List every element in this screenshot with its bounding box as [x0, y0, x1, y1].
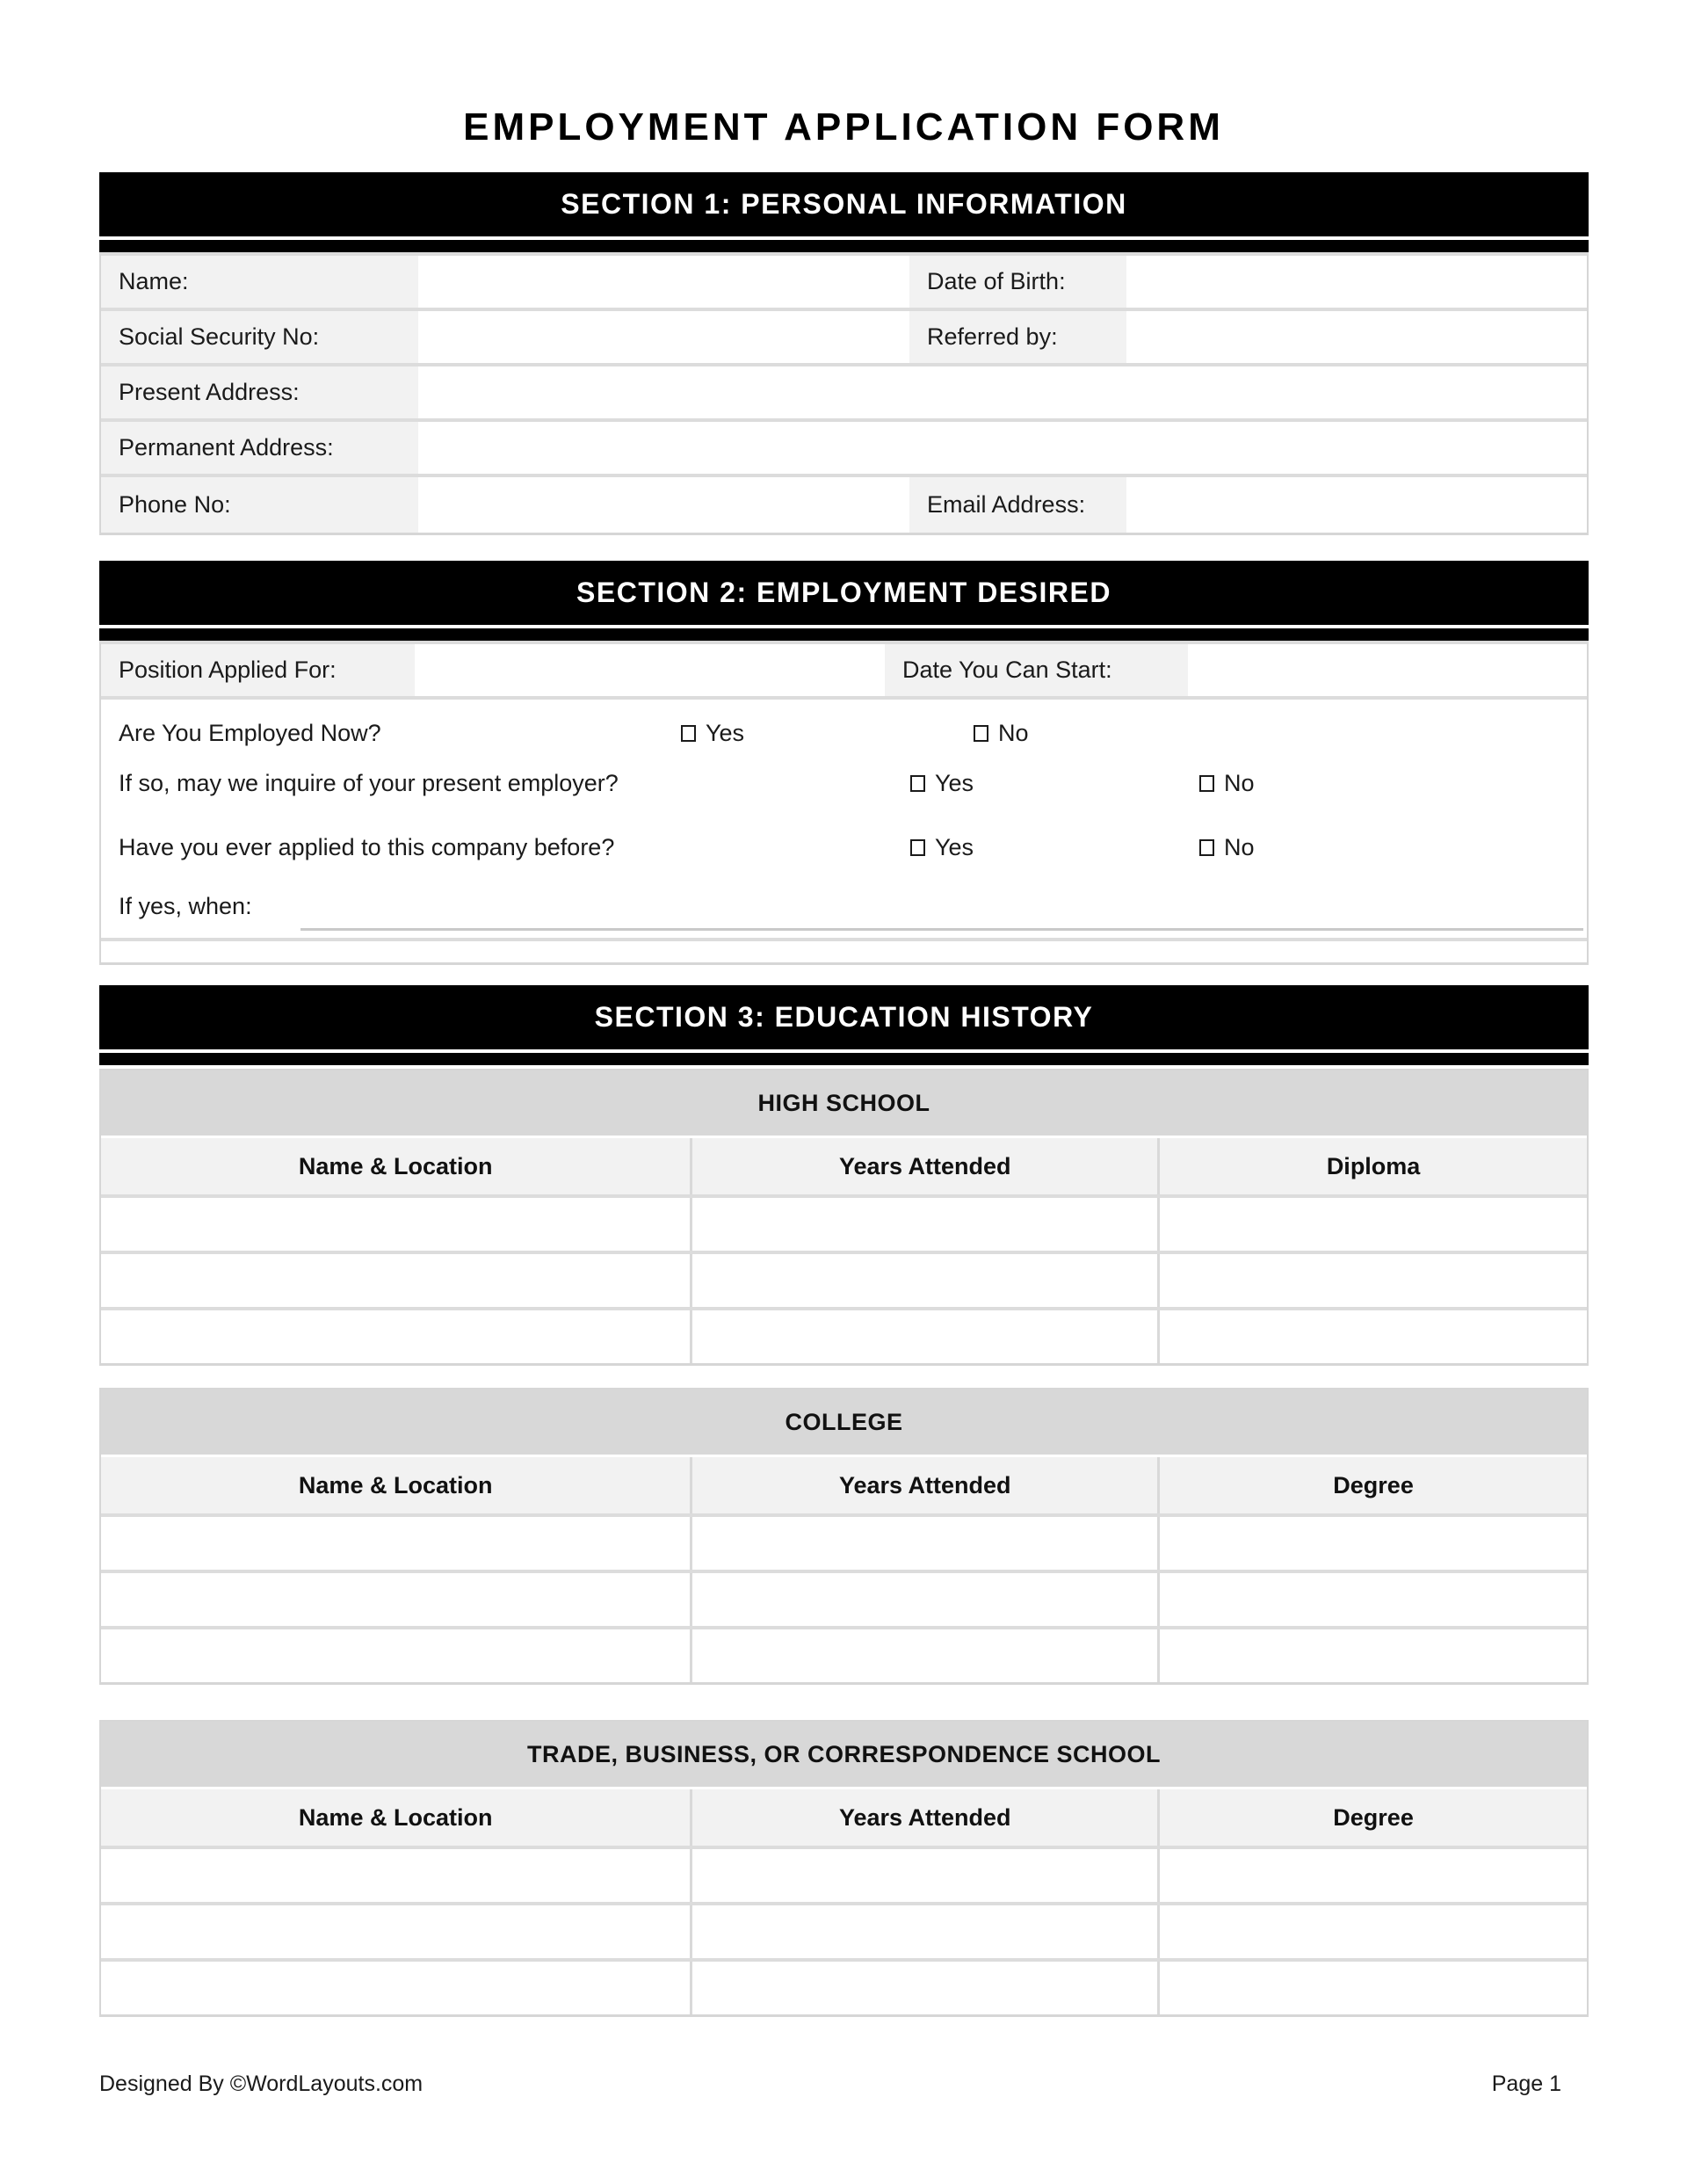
applied-before-yes-option: [910, 823, 974, 872]
section-2-header: SECTION 2: EMPLOYMENT DESIRED: [99, 561, 1589, 625]
email-input-cell[interactable]: [1126, 477, 1587, 533]
section-1-header-strip: [99, 240, 1589, 252]
table-row: [101, 1570, 1587, 1626]
phone-label: Phone No:: [101, 477, 418, 533]
table-row: [101, 256, 1587, 311]
table-row: [101, 1194, 1587, 1251]
table-cell[interactable]: [101, 1254, 692, 1307]
question-text: If yes, when:: [119, 892, 252, 919]
table-row: [101, 311, 1587, 366]
section-2-header-strip: [99, 628, 1589, 641]
table-row: [101, 1307, 1587, 1363]
referred-by-label: Referred by:: [909, 311, 1126, 363]
checkbox-applied-before-no[interactable]: [1199, 839, 1214, 856]
high-school-band: HIGH SCHOOL: [101, 1069, 1587, 1136]
ssn-label: Social Security No:: [101, 311, 418, 363]
questions-cell: [101, 700, 1587, 941]
empty-table-row: [101, 941, 1587, 962]
trade-school-header-row: [101, 1789, 1587, 1846]
table-cell[interactable]: [101, 1849, 692, 1902]
checkbox-employed-now-yes[interactable]: [681, 725, 696, 742]
question-inquire-employer: [101, 758, 1587, 808]
section-3-header-strip: [99, 1053, 1589, 1065]
column-header-years-attended: Years Attended: [692, 1457, 1160, 1513]
table-cell[interactable]: [101, 1573, 692, 1626]
column-header-name-location: Name & Location: [101, 1789, 692, 1846]
start-date-input-cell[interactable]: [1188, 644, 1587, 696]
trade-school-band: TRADE, BUSINESS, OR CORRESPONDENCE SCHOOL: [101, 1720, 1587, 1787]
high-school-header-row: [101, 1138, 1587, 1194]
table-cell[interactable]: [692, 1310, 1160, 1363]
ssn-input-cell[interactable]: [418, 311, 909, 363]
employment-desired-table: [99, 641, 1589, 965]
section-2-employment-desired: [99, 561, 1589, 965]
section-1-personal-information: [99, 172, 1589, 535]
table-cell[interactable]: [692, 1849, 1160, 1902]
inquire-employer-no-option: [1199, 758, 1255, 808]
employed-now-no-option: [974, 708, 1029, 758]
question-text: Are You Employed Now?: [119, 719, 381, 746]
checkbox-inquire-employer-yes[interactable]: [910, 775, 925, 792]
option-label: Yes: [935, 769, 974, 796]
table-cell[interactable]: [1160, 1517, 1587, 1570]
table-cell[interactable]: [1160, 1254, 1587, 1307]
college-table: [99, 1388, 1589, 1685]
table-row: [101, 1902, 1587, 1958]
date-of-birth-input-cell[interactable]: [1126, 256, 1587, 308]
table-cell[interactable]: [692, 1198, 1160, 1251]
position-applied-input-cell[interactable]: [415, 644, 885, 696]
table-cell[interactable]: [1160, 1849, 1587, 1902]
question-applied-before: [101, 823, 1587, 872]
college-band: COLLEGE: [101, 1388, 1587, 1455]
column-header-name-location: Name & Location: [101, 1457, 692, 1513]
option-label: Yes: [706, 719, 745, 746]
table-cell[interactable]: [692, 1254, 1160, 1307]
table-cell[interactable]: [1160, 1629, 1587, 1682]
table-cell[interactable]: [101, 1310, 692, 1363]
designer-credit: Designed By ©WordLayouts.com: [99, 2072, 424, 2096]
employed-now-yes-option: [681, 708, 744, 758]
question-text: If so, may we inquire of your present employer?: [119, 769, 619, 796]
table-row: [101, 1251, 1587, 1307]
table-cell[interactable]: [101, 1962, 692, 2014]
start-date-label: Date You Can Start:: [885, 644, 1188, 696]
column-header-years-attended: Years Attended: [692, 1789, 1160, 1846]
table-cell[interactable]: [1160, 1198, 1587, 1251]
checkbox-employed-now-no[interactable]: [974, 725, 988, 742]
permanent-address-label: Permanent Address:: [101, 422, 418, 474]
column-header-diploma: Diploma: [1326, 1152, 1421, 1179]
section-3-header: SECTION 3: EDUCATION HISTORY: [99, 985, 1589, 1049]
inquire-employer-yes-option: [910, 758, 974, 808]
table-cell[interactable]: [692, 1905, 1160, 1958]
table-row: [101, 1958, 1587, 2014]
applied-before-no-option: [1199, 823, 1255, 872]
name-label: Name:: [101, 256, 418, 308]
table-cell[interactable]: [101, 1905, 692, 1958]
table-row: [101, 1626, 1587, 1682]
checkbox-applied-before-yes[interactable]: [910, 839, 925, 856]
name-input-cell[interactable]: [418, 256, 909, 308]
table-row: [101, 1513, 1587, 1570]
table-row: [101, 644, 1587, 700]
question-if-yes-when: [101, 884, 1587, 928]
date-of-birth-label: Date of Birth:: [909, 256, 1126, 308]
table-row: [101, 422, 1587, 477]
table-row: [101, 477, 1587, 533]
if-yes-when-input-line[interactable]: [300, 928, 1583, 931]
table-row: [101, 1846, 1587, 1902]
page-number: Page 1: [1491, 2072, 1561, 2096]
table-cell[interactable]: [1160, 1310, 1587, 1363]
table-cell[interactable]: [1160, 1573, 1587, 1626]
position-applied-label: Position Applied For:: [101, 644, 415, 696]
column-header-degree: Degree: [1333, 1471, 1414, 1498]
table-cell[interactable]: [692, 1517, 1160, 1570]
question-employed-now: [101, 708, 1587, 758]
personal-info-table: [99, 252, 1589, 535]
option-label: No: [1224, 833, 1255, 860]
college-header-row: [101, 1457, 1587, 1513]
column-header-degree: Degree: [1333, 1803, 1414, 1831]
table-row: [101, 366, 1587, 422]
page-title: EMPLOYMENT APPLICATION FORM: [463, 105, 1224, 149]
option-label: No: [998, 719, 1029, 746]
form-content: [99, 172, 1589, 2097]
trade-school-table: [99, 1720, 1589, 2017]
present-address-label: Present Address:: [101, 366, 418, 418]
table-cell[interactable]: [1160, 1962, 1587, 2014]
question-text: Have you ever applied to this company before?: [119, 833, 615, 860]
referred-by-input-cell[interactable]: [1126, 311, 1587, 363]
page-footer: [99, 2072, 1589, 2097]
table-cell[interactable]: [101, 1629, 692, 1682]
section-3-education-history: [99, 985, 1589, 2017]
email-label: Email Address:: [909, 477, 1126, 533]
present-address-input-cell[interactable]: [418, 366, 1587, 418]
section-1-header: SECTION 1: PERSONAL INFORMATION: [99, 172, 1589, 236]
checkbox-inquire-employer-no[interactable]: [1199, 775, 1214, 792]
permanent-address-input-cell[interactable]: [418, 422, 1587, 474]
table-cell[interactable]: [692, 1962, 1160, 2014]
phone-input-cell[interactable]: [418, 477, 909, 533]
table-cell[interactable]: [692, 1573, 1160, 1626]
column-header-name-location: Name & Location: [101, 1138, 692, 1194]
table-cell[interactable]: [1160, 1905, 1587, 1958]
option-label: No: [1224, 769, 1255, 796]
column-header-years-attended: Years Attended: [692, 1138, 1160, 1194]
table-cell[interactable]: [692, 1629, 1160, 1682]
table-cell[interactable]: [101, 1198, 692, 1251]
table-cell[interactable]: [101, 1517, 692, 1570]
option-label: Yes: [935, 833, 974, 860]
high-school-table: [99, 1069, 1589, 1366]
